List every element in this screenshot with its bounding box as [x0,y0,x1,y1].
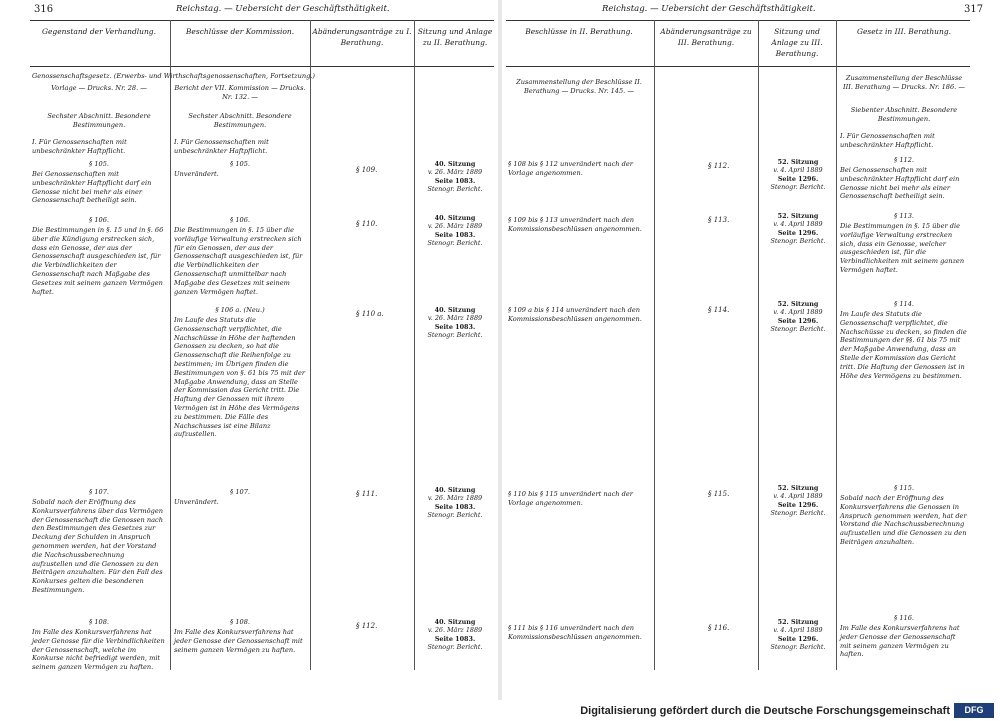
col2-intro: I. Für Genossenschaften mit unbeschränkter Haftpflicht. [174,138,269,155]
col4-intro: I. Für Genossenschaften mit unbeschränkter Haftpflicht. [840,132,935,149]
col-divider [310,20,311,670]
right-page [502,0,1000,700]
row-paragraph-number: § 115. [893,484,915,492]
row-second-reading: § 110 bis § 115 unverändert nach der Vorlage angenommen. [508,490,633,507]
row-law-text: Im Laufe des Statuts die Genossenschaft verpflichtet, die Nachschüsse zu decken, so finden die Bestimmungen der §§. 61 bis 75 mit der Maßgabe Anwendung, dass an Stelle der Kommission das Gericht tritt. Die Haftung der Genossen ist in Höhe des Vermögens zu bestimmen. [840,310,967,380]
col2-section-heading: Sechster Abschnitt. Besondere Bestimmungen. [188,112,292,129]
row-session-ref: 40. Sitzung v. 26. März 1889 Seite 1083. Stenogr. Bericht. [427,486,483,520]
header-top-rule [30,20,494,21]
row-paragraph-number: § 116. [893,614,915,622]
col-header-law: Gesetz in III. Berathung. [856,27,952,36]
col4-subheading: Zusammenstellung der Beschlüsse III. Berathung — Drucks. Nr. 186. — [843,74,965,91]
col-divider [654,20,655,670]
row-paragraph-number: § 114. [893,300,915,308]
left-page [0,0,498,700]
row-amendment-ref: § 112. [708,162,730,170]
col-header-session: Sitzung und Anlage zu III. Berathung. [771,27,823,58]
page-number-right: 317 [964,4,984,15]
col4-section-heading: Siebenter Abschnitt. Besondere Bestimmungen. [850,106,958,123]
col-header-amendments: Abänderungsanträge zu I. Berathung. [312,27,412,47]
col-header-session: Sitzung und Anlage zu II. Berathung. [417,27,493,47]
row-paragraph-number: § 106. [88,216,110,224]
row-paragraph-number: § 112. [893,156,915,164]
running-head-right: Reichstag. — Uebersicht der Geschäftsthätigkeit. [602,4,816,14]
header-bottom-rule [506,66,970,67]
row-amendment-ref: § 109. [356,166,378,174]
row-law-text: Sobald nach der Eröffnung des Konkursverfahrens die Genossen in Anspruch genommen werden, hat der Vorstand die Nachschussberechnung aufzustellen und die Genossen zu den Beiträgen anzuhalten. [840,494,967,546]
row-amendment-ref: § 110. [356,220,378,228]
row-amendment-ref: § 112. [356,622,378,630]
col1-subheading: Zusammenstellung der Beschlüsse II. Berathung — Drucks. Nr. 145. — [516,78,642,95]
funding-notice: Digitalisierung gefördert durch die Deutsche Forschungsgemeinschaft [580,705,950,717]
row-law-text: Bei Genossenschaften mit unbeschränkter Haftpflicht darf ein Genosse nicht bei mehr als einer Genossenschaft betheiligt sein. [840,166,960,201]
header-top-rule [506,20,970,21]
row-amendment-ref: § 111. [356,490,378,498]
row-paragraph-number: § 105. [88,160,110,168]
row-session-ref: 52. Sitzung v. 4. April 1889 Seite 1296. Stenogr. Bericht. [770,158,826,192]
row-paragraph-number: § 108. [88,618,110,626]
row-text-original: Die Bestimmungen in §. 15 und in §. 66 über die Kündigung erstrecken sich, dass ein Genosse, der aus der Genossenschaft ausgeschieden ist, für die Verbindlichkeiten der Genossenschaft nach Maßgabe des Gesetzes mit seinem ganzen Vermögen haftet. [32,226,164,296]
row-text-commission: Im Falle des Konkursverfahrens hat jeder Genosse der Genossenschaft mit seinem ganzen Vermögen zu haften. [174,628,303,654]
row-law-text: Die Bestimmungen in §. 15 über die vorläufige Verwaltung erstrecken sich, dass ein Genosse, welcher ausgeschieden ist, für die Verbindlichkeiten mit seinem ganzen Vermögen haftet. [840,222,965,274]
row-text-commission: Unverändert. [174,170,219,178]
col-header-commission: Beschlüsse der Kommission. [185,27,295,36]
row-amendment-ref: § 113. [708,216,730,224]
col1-section-heading: Sechster Abschnitt. Besondere Bestimmungen. [47,112,151,129]
row-session-ref: 52. Sitzung v. 4. April 1889 Seite 1296. Stenogr. Bericht. [770,618,826,652]
row-second-reading: § 108 bis § 112 unverändert nach der Vorlage angenommen. [508,160,633,177]
row-amendment-ref: § 110 a. [356,310,384,318]
row-second-reading: § 109 a bis § 114 unverändert nach den Kommissionsbeschlüssen angenommen. [508,306,642,323]
row-text-commission: Unverändert. [174,498,219,506]
row-second-reading: § 111 bis § 116 unverändert nach den Kommissionsbeschlüssen angenommen. [508,624,642,641]
row-session-ref: 40. Sitzung v. 26. März 1889 Seite 1083. Stenogr. Bericht. [427,618,483,652]
row-session-ref: 52. Sitzung v. 4. April 1889 Seite 1296. Stenogr. Bericht. [770,300,826,334]
row-second-reading: § 109 bis § 113 unverändert nach den Kommissionsbeschlüssen angenommen. [508,216,642,233]
col-divider [758,20,759,670]
running-head-left: Reichstag. — Uebersicht der Geschäftsthätigkeit. [176,4,390,14]
col2-subheading: Bericht der VII. Kommission — Drucks. Nr. 132. — [174,84,306,101]
col1-subheading: Vorlage — Drucks. Nr. 28. — [51,84,147,92]
col-header-amendments: Abänderungsanträge zu III. Berathung. [660,27,752,47]
row-text-original: Sobald nach der Eröffnung des Konkursverfahrens über das Vermögen der Genossenschaft die Genossen nach den Bestimmungen des Gesetzes zur Deckung der Schulden in Anspruch genommen werden, hat der Vorstand die Nachschussberechnung aufzustellen und die Genossen zu den Beiträgen anzuhalten. Für den Fall des Konkurses gelten die besonderen Bestimmungen. [32,498,163,594]
row-session-ref: 52. Sitzung v. 4. April 1889 Seite 1296. Stenogr. Bericht. [770,212,826,246]
row-paragraph-number: § 108. [229,618,251,626]
col1-intro: I. Für Genossenschaften mit unbeschränkter Haftpflicht. [32,138,127,155]
dfg-logo[interactable]: DFG [954,703,994,718]
col-header-subject: Gegenstand der Verhandlung. [42,27,156,36]
digitization-footer [0,700,1000,721]
col-divider [414,20,415,670]
col-divider [836,20,837,670]
row-amendment-ref: § 114. [708,306,730,314]
row-text-original: Bei Genossenschaften mit unbeschränkter Haftpflicht darf ein Genosse nicht bei mehr als einer Genossenschaft betheiligt sein. [32,170,152,205]
row-law-text: Im Falle des Konkursverfahrens hat jeder Genosse der Genossenschaft mit seinem ganzen Vermögen zu haften. [840,624,960,659]
page-number-left: 316 [34,4,54,15]
row-amendment-ref: § 115. [708,490,730,498]
row-text-commission: Die Bestimmungen in §. 15 über die vorläufige Verwaltung erstrecken sich für ein Genossen, der aus der Genossenschaft ausgeschieden ist, für die Verbindlichkeiten der Genossenschaft unmittelbar nach Maßgabe des Gesetzes mit seinem ganzen Vermögen haftet. [174,226,303,296]
section-title: Genossenschaftsgesetz. (Erwerbs- und Wirthschaftsgenossenschaften, Fortsetzung.) [32,72,315,80]
row-session-ref: 40. Sitzung v. 26. März 1889 Seite 1083. Stenogr. Bericht. [427,214,483,248]
row-paragraph-number: § 107. [88,488,110,496]
row-text-commission: Im Laufe des Statuts die Genossenschaft verpflichtet, die Nachschüsse in Höhe der haftenden Genossen zu decken, so hat die Genossenschaft die Reihenfolge zu bestimmen; im Übrigen finden die Bestimmungen von §. 61 bis 75 mit der Maßgabe Anwendung, dass an Stelle der Kommission das Gericht tritt. Die Haftung der Genossen mit ihrem Vermögen ist in Höhe des Vermögens zu bestimmen. Die Fälle des Nachschusses ist eine Bilanz aufzustellen. [174,316,306,439]
row-paragraph-number: § 113. [893,212,915,220]
row-paragraph-number: § 106 a. (Neu.) [215,306,265,314]
row-session-ref: 40. Sitzung v. 26. März 1889 Seite 1083. Stenogr. Bericht. [427,160,483,194]
row-session-ref: 40. Sitzung v. 26. März 1889 Seite 1083. Stenogr. Bericht. [427,306,483,340]
row-paragraph-number: § 107. [229,488,251,496]
row-text-original: Im Falle des Konkursverfahrens hat jeder Genosse für die Verbindlichkeiten der Genossenschaft, welche im Konkurse nicht befriedigt werden, mit seinem ganzen Vermögen zu haften. [32,628,165,672]
row-paragraph-number: § 106. [229,216,251,224]
row-session-ref: 52. Sitzung v. 4. April 1889 Seite 1296. Stenogr. Bericht. [770,484,826,518]
row-paragraph-number: § 105. [229,160,251,168]
header-bottom-rule [30,66,494,67]
row-amendment-ref: § 116. [708,624,730,632]
col-header-second-reading: Beschlüsse in II. Berathung. [525,27,633,36]
col-divider [170,20,171,670]
